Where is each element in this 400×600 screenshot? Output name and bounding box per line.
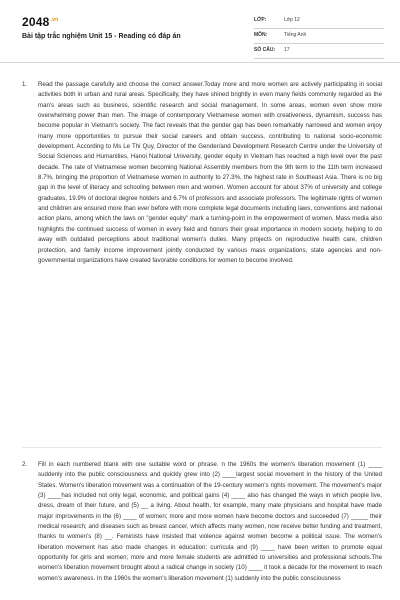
meta-row-subject <box>254 29 384 44</box>
question-1 <box>22 80 382 266</box>
page-header <box>0 0 400 63</box>
logo-main-text: 2048 <box>22 15 50 29</box>
bottom-fade <box>0 588 400 600</box>
logo-domain-text: .vn <box>50 17 59 23</box>
meta-value: Lớp 12 <box>284 17 300 23</box>
meta-row-class <box>254 14 384 29</box>
site-logo[interactable] <box>22 15 58 29</box>
meta-key: LỚP: <box>254 17 267 23</box>
meta-value: Tiếng Anh <box>284 32 307 38</box>
meta-key: MÔN: <box>254 32 268 38</box>
meta-table <box>254 14 384 59</box>
question-number: 1. <box>22 81 28 88</box>
question-2 <box>22 460 382 584</box>
meta-value: 17 <box>284 47 290 53</box>
question-number: 2. <box>22 461 28 468</box>
meta-key: SỐ CÂU: <box>254 47 276 53</box>
divider <box>22 447 382 448</box>
question-text: Fill in each numbered blank with one suitable word or phrase. n the 1960s the women's liberation movement (1) ____ suddenly into the public consciousness and quickly grew into (2) ____largest social movement in the history of the United States. Women's liberation movement was a continuation of the 19-century women's rights movement. The movement's major (3) ____has included not only legal, economic, and political gains (4) ____ also has changed the ways in which people live, dress, dream of their future, and (5) __ a living. About health, for example, many male physicians and hospital have made major improvements in the (6) ____ of women; more and more women have become doctors and succeeded (7) _____ their medical research; and diseases such as breast cancer, which affects many women, now receive better funding and treatment, thanks to women's (8) __. Feminists have insisted that violence against women become a political issue. The women's liberation movement has also made changes in education: curricula and (9) ____ have been written to promote equal opportunity for girls and women; more and more female students are admitted to universities and professional schools.The women's liberation movement brought about a radical change in society (10) ____ it took a decade for the movement to reach women's awareness. In the 1960s the women's liberation movement (1) suddenly into the public consciousness <box>38 461 382 582</box>
question-text: Read the passage carefully and choose the correct answer.Today more and more women are actively participating in social activities both in urban and rural areas. Specifically, they have shined brightly in even many fields commonly regarded as the man's areas such as business, scientific research and social management. In some areas, women even show more overwhelming power than men. The image of contemporary Vietnamese women with creativeness, dynamism, success has become popular in Vietnam's society. The fact reveals that the gender gap has been remarkably narrowed and women enjoy many more opportunities to pursue their social careers and obtain success, contributing to national socio-economic development. According to Ms Le Thi Quy, Director of the Gender/and Development Research Centre under the University of Social Sciences and Humanities, Hanoi National University, gender equity in Vietnam has reached a high level over the past decade. The rate of Vietnamese women becoming National Assembly members from the 9th term to the 11th term increased 8.7%, bringing the proportion of Vietnamese women in authority to 27.3%, the highest rate in Southeast Asia. There is no big gap in the level of literacy and schooling between men and women. Women account for about 37% of university and college graduates, 19.9% of doctoral degree holders and 6.7% of professors and associate professors. The legitimate rights of women and children are ensured more than ever before with more complete legal documents including laws, conventions and national action plans, among which the laws on "gender equity" mark a turning-point in the empowerment of women. Mass media also highlights the continued success of women in every field and honors their great importance in modern society, helping to do away with outdated perceptions about traditional women's duties. Many projects on reproductive health care, children protection, and family income improvement jointly conducted by various mass organizations, state agencies and non-governmental organizations have created favorable conditions for women to become involved. <box>38 81 382 264</box>
page-title: Bài tập trắc nghiệm Unit 15 - Reading có đáp án <box>22 33 181 40</box>
meta-row-count <box>254 44 384 59</box>
